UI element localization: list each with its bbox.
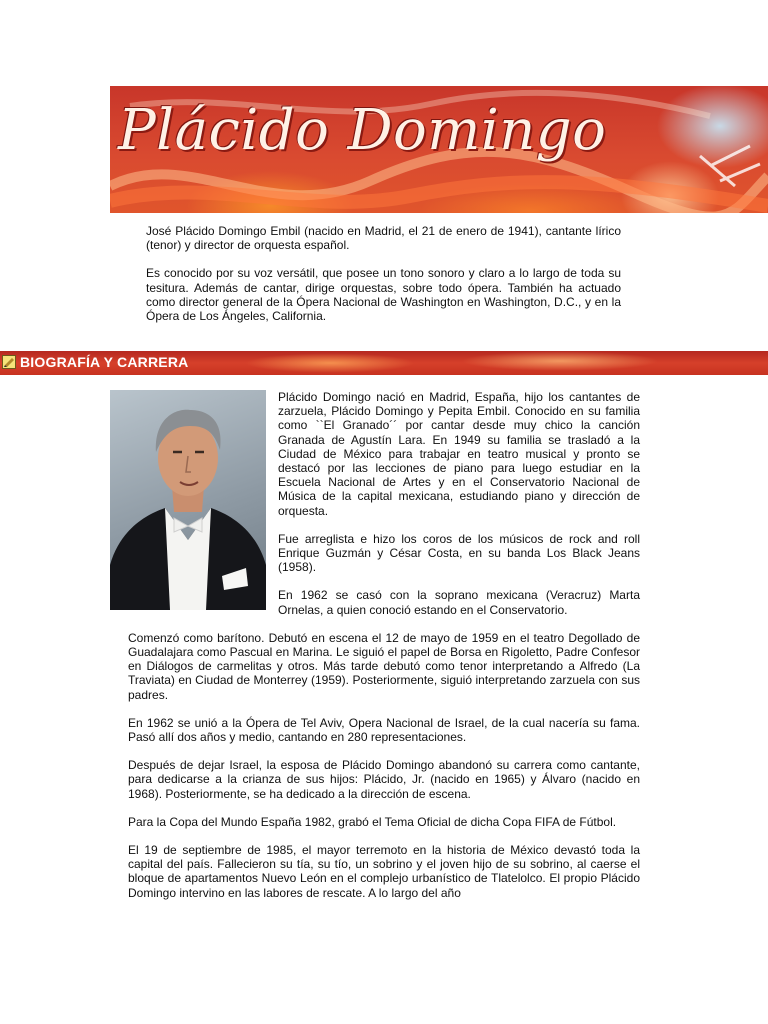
header-banner	[110, 86, 768, 213]
intro-text	[146, 224, 621, 337]
bio-paragraph: Para la Copa del Mundo España 1982, grabó el Tema Oficial de dicha Copa FIFA de Fútbol.	[128, 814, 617, 829]
bio-paragraph: Fue arreglista e hizo los coros de los músicos de rock and roll Enrique Guzmán y César Costa, en su banda Los Black Jeans (1958).	[278, 531, 640, 575]
bio-paragraph: En 1962 se unió a la Ópera de Tel Aviv, Opera Nacional de Israel, de la cual nacería su fama. Pasó allí dos años y medio, cantando en 280 representaciones.	[128, 715, 640, 745]
bio-paragraph: Plácido Domingo nació en Madrid, España, hijo los cantantes de zarzuela, Plácido Domingo y Pepita Embil. Conocido en su familia como ``El Granado´´ por cantar desde muy chico la canción Granada de Agustín Lara. En 1949 su familia se trasladó a la Ciudad de México para trabajar en teatro musical y pronto se destacó por las lecciones de piano para luego estudiar en la Escuela Nacional de Artes y en el Conservatorio Nacional de Música de la capital mexicana, estudiando piano y dirección de orquesta.	[278, 390, 640, 518]
portrait-spacer	[110, 390, 266, 606]
biography-text	[128, 390, 640, 914]
banner-title: Plácido Domingo	[118, 98, 607, 163]
section-title: BIOGRAFÍA Y CARRERA	[20, 354, 189, 370]
bio-paragraph: El 19 de septiembre de 1985, el mayor terremoto en la historia de México devastó toda la capital del país. Fallecieron su tía, su tío, un sobrino y el joven hijo de su sobrino, al caerse el bloque de apartamentos Nuevo León en el complejo urbanístico de Tlatelolco. El propio Plácido Domingo intervino en las labores de rescate. A lo largo del año	[128, 843, 640, 900]
intro-paragraph: Es conocido por su voz versátil, que posee un tono sonoro y claro a lo largo de toda su tesitura. Además de cantar, dirige orquestas, sobre todo ópera. También ha actuado como director general de la Ópera Nacional de Washington en Washington, D.C., y en la Ópera de Los Ángeles, California.	[146, 266, 621, 324]
section-header-bar	[0, 351, 768, 375]
intro-paragraph: José Plácido Domingo Embil (nacido en Madrid, el 21 de enero de 1941), cantante lírico (tenor) y director de orquesta español.	[146, 224, 621, 253]
note-icon	[2, 355, 16, 369]
bio-paragraph: En 1962 se casó con la soprano mexicana (Veracruz) Marta Ornelas, a quien conoció estando en el Conservatorio.	[278, 588, 640, 617]
bio-paragraph: Comenzó como barítono. Debutó en escena el 12 de mayo de 1959 en el teatro Degollado de Guadalajara como Pascual en Marina. Le siguió el papel de Borsa en Rigoletto, Padre Confesor en Diálogos de carmelitas y otros. Más tarde debutó como tenor interpretando a Alfredo (La Traviata) en Ciudad de Monterrey (1959). Posteriormente, siguió interpretando zarzuela con sus padres.	[128, 630, 640, 702]
bio-paragraph: Después de dejar Israel, la esposa de Plácido Domingo abandonó su carrera como cantante, para dedicarse a la crianza de sus hijos: Plácido, Jr. (nacido en 1965) y Álvaro (nacido en 1968). Posteriormente, se ha dedicado a la dirección de escena.	[128, 758, 640, 801]
